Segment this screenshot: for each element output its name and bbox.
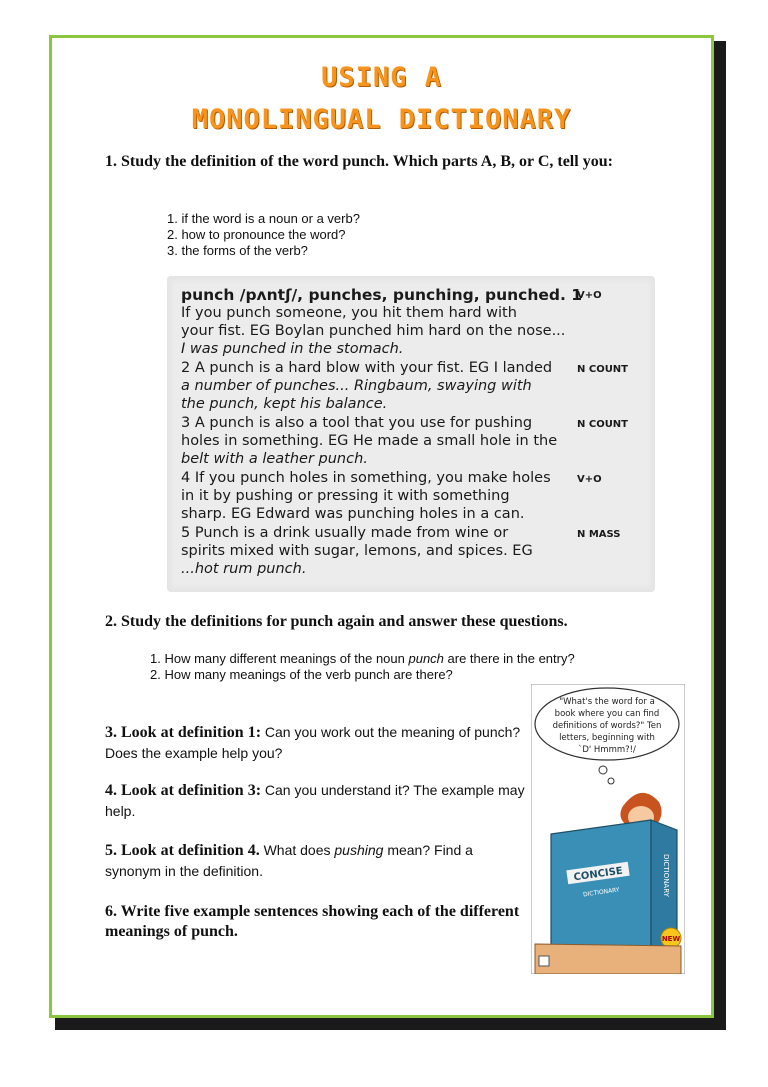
dict-line: 3 A punch is also a tool that you use for pushing (181, 415, 533, 431)
title-line-2: MONOLINGUAL DICTIONARY (191, 104, 572, 135)
cartoon-illustration (531, 684, 685, 974)
dict-line: I was punched in the stomach. (181, 341, 404, 357)
list-item: 1. if the word is a noun or a verb? (167, 211, 360, 226)
dict-line: If you punch someone, you hit them hard with (181, 305, 517, 321)
dict-line: 2 A punch is a hard blow with your fist. EG I landed (181, 360, 553, 376)
question-1: 1. Study the definition of the word punch. Which parts A, B, or C, tell you: (105, 153, 613, 170)
desk (535, 944, 681, 974)
question-3: 3. Look at definition 1: Can you work out the meaning of punch? Does the example help you? (105, 724, 521, 761)
dictionary-entry-image (167, 276, 655, 592)
dict-line: your fist. EG Boylan punched him hard on the nose... (181, 323, 566, 339)
speech-line: `D' Hmmm?!/ (578, 745, 636, 755)
speech-line: "What's the word for a (559, 697, 655, 707)
dict-line: in it by pushing or pressing it with something (181, 488, 510, 504)
list-item: 2. how to pronounce the word? (167, 227, 346, 242)
dict-line: punch /pʌntʃ/, punches, punching, punched. 1 (181, 286, 583, 304)
dict-line: the punch, kept his balance. (181, 396, 388, 412)
question-4: 4. Look at definition 3: Can you understand it? The example may help. (105, 782, 525, 819)
question-2: 2. Study the definitions for punch again and answer these questions. (105, 613, 568, 630)
dict-line: a number of punches... Ringbaum, swaying with (181, 378, 532, 394)
speech-line: book where you can find (554, 709, 660, 719)
grammar-code: V+O (577, 290, 602, 301)
dict-line: ...hot rum punch. (181, 561, 307, 577)
list-item: 1. How many different meanings of the noun punch are there in the entry? (150, 651, 575, 666)
dict-line: sharp. EG Edward was punching holes in a can. (181, 506, 525, 522)
book-cover-title: CONCISE (573, 865, 624, 884)
dict-line: belt with a leather punch. (181, 451, 368, 467)
speech-line: letters, beginning with (559, 733, 655, 743)
list-item: 3. the forms of the verb? (167, 243, 308, 258)
grammar-code: N MASS (577, 529, 621, 540)
thought-dot (608, 778, 614, 784)
book-spine-text: DICTIONARY (662, 854, 670, 897)
thought-dot (599, 766, 607, 774)
dict-line: 5 Punch is a drink usually made from wine or (181, 525, 509, 541)
speech-line: definitions of words?" Ten (552, 721, 662, 731)
dict-line: 4 If you punch holes in something, you make holes (181, 470, 551, 486)
question-1-list (167, 211, 360, 259)
question-2-list (150, 651, 630, 683)
dict-line: holes in something. EG He made a small hole in the (181, 433, 558, 449)
dict-line: spirits mixed with sugar, lemons, and spices. EG (181, 543, 533, 559)
book-cover-subtitle: DICTIONARY (582, 886, 621, 899)
new-badge-text: NEW (661, 935, 681, 943)
grammar-code: N COUNT (577, 419, 629, 430)
title-line-1: USING A (321, 62, 442, 93)
list-item: 2. How many meanings of the verb punch are there? (150, 667, 453, 682)
question-6: 6. Write five example sentences showing each of the different meanings of punch. (105, 903, 520, 940)
grammar-code: N COUNT (577, 364, 629, 375)
question-5: 5. Look at definition 4. What does pushing mean? Find a synonym in the definition. (105, 842, 473, 879)
grammar-code: V+O (577, 474, 602, 485)
desk-drawer-knob (539, 956, 549, 966)
